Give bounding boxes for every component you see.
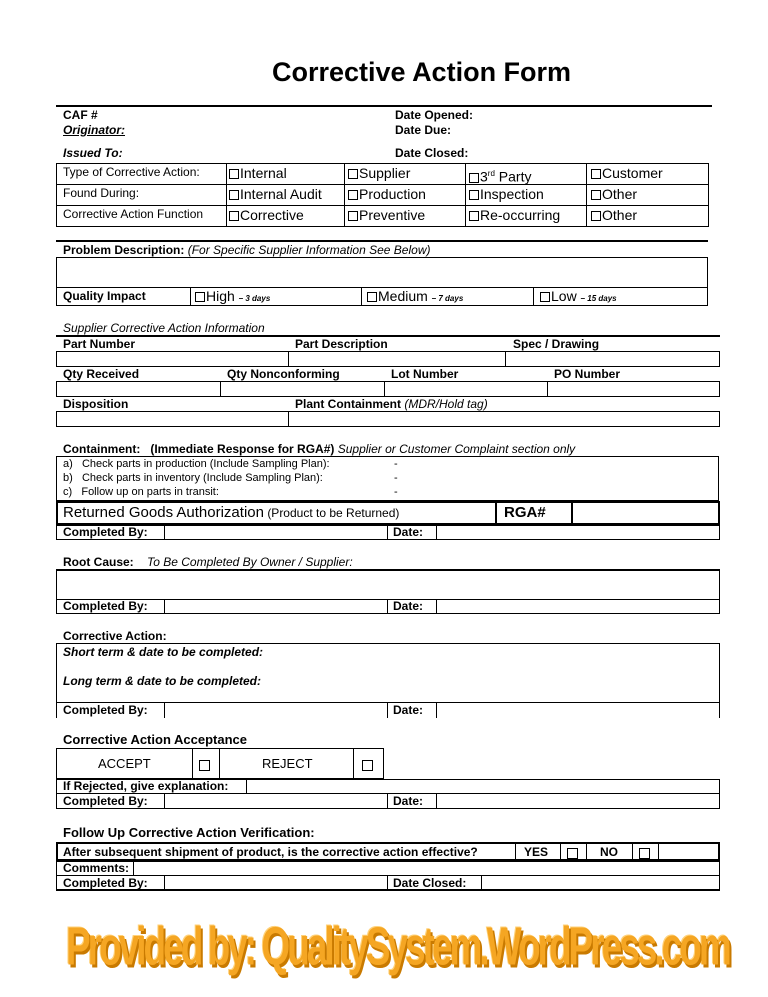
date-label: Date:	[393, 794, 424, 808]
rga-number-label: RGA#	[504, 504, 546, 521]
completed-rule	[164, 599, 165, 614]
option-corrective[interactable]: Corrective	[229, 206, 304, 225]
qty-nonconforming-label: Qty Nonconforming	[227, 367, 340, 381]
accept-completed-row	[56, 793, 720, 809]
lot-number-label: Lot Number	[391, 367, 459, 381]
follow-rule	[560, 842, 561, 861]
completed-rule	[164, 525, 165, 540]
quality-impact-label: Quality Impact	[63, 289, 146, 303]
disposition-label: Disposition	[63, 397, 129, 411]
follow-rule	[658, 842, 659, 861]
completed-by-label: Completed By:	[63, 703, 148, 717]
containment-label: Containment: (Immediate Response for RGA#) Supplier or Customer Complaint section only	[63, 442, 576, 456]
follow-rule	[515, 842, 516, 861]
reject-checkbox[interactable]	[362, 758, 373, 776]
corrective-action-label: Corrective Action:	[63, 629, 167, 643]
date-label: Date:	[393, 525, 424, 539]
checkbox[interactable]	[591, 190, 601, 200]
plant-containment-label: Plant Containment (MDR/Hold tag)	[295, 397, 488, 411]
problem-label: Problem Description: (For Specific Supplier Information See Below)	[63, 243, 431, 257]
impact-rule	[533, 287, 534, 306]
checkbox[interactable]	[229, 190, 239, 200]
checkbox[interactable]	[348, 211, 358, 221]
comments-row	[56, 861, 720, 876]
impact-rule	[361, 287, 362, 306]
checkbox[interactable]	[567, 848, 578, 859]
containment-value-c: -	[394, 486, 398, 498]
type-table-rule	[586, 163, 587, 227]
option-customer[interactable]: Customer	[591, 164, 663, 183]
completed-rule	[387, 793, 388, 809]
function-label: Corrective Action Function	[63, 207, 204, 221]
containment-item-c: c) Follow up on parts in transit:	[63, 486, 219, 498]
follow-up-title: Follow Up Corrective Action Verification:	[63, 825, 315, 840]
part-number-label: Part Number	[63, 337, 136, 351]
option-production[interactable]: Production	[348, 185, 426, 204]
impact-rule	[190, 287, 191, 306]
impact-low[interactable]: Low – 15 days	[540, 287, 617, 308]
impact-high[interactable]: High – 3 days	[195, 287, 270, 308]
spec-drawing-field[interactable]	[505, 351, 720, 367]
accept-rule	[192, 748, 193, 779]
accept-label: ACCEPT	[98, 756, 151, 771]
short-term-label: Short term & date to be completed:	[63, 645, 264, 659]
checkbox[interactable]	[469, 190, 479, 200]
found-during-label: Found During:	[63, 186, 140, 200]
completed-rule	[387, 875, 388, 891]
option-internal-audit[interactable]: Internal Audit	[229, 185, 322, 204]
impact-medium[interactable]: Medium – 7 days	[367, 287, 463, 308]
accept-checkbox[interactable]	[199, 758, 210, 776]
option-reoccurring[interactable]: Re-occurring	[469, 206, 560, 225]
completed-rule	[387, 525, 388, 540]
comments-rule	[133, 861, 134, 876]
checkbox[interactable]	[367, 292, 377, 302]
completed-rule	[387, 599, 388, 614]
root-completed-row	[56, 599, 720, 614]
reject-label: REJECT	[262, 756, 313, 771]
comments-label: Comments:	[63, 861, 130, 875]
option-preventive[interactable]: Preventive	[348, 206, 425, 225]
date-due-label: Date Due:	[395, 123, 452, 137]
no-label: NO	[600, 845, 618, 859]
date-closed-label: Date Closed:	[395, 146, 469, 160]
header-rule	[56, 105, 712, 107]
checkbox[interactable]	[639, 848, 650, 859]
follow-rule	[632, 842, 633, 861]
checkbox[interactable]	[591, 211, 601, 221]
disposition-field[interactable]	[56, 411, 289, 427]
checkbox[interactable]	[362, 760, 373, 771]
rga-number-field[interactable]	[573, 503, 718, 523]
caf-label: CAF #	[63, 108, 98, 122]
containment-value-a: -	[394, 458, 398, 470]
completed-rule	[56, 702, 57, 718]
checkbox[interactable]	[591, 169, 601, 179]
yes-label: YES	[524, 845, 549, 859]
checkbox[interactable]	[229, 169, 239, 179]
rga-title: Returned Goods Authorization (Product to be Returned)	[63, 504, 400, 521]
reject-rule	[246, 779, 247, 794]
option-inspection[interactable]: Inspection	[469, 185, 544, 204]
root-cause-label: Root Cause: To Be Completed By Owner / Supplier:	[63, 555, 353, 569]
checkbox[interactable]	[199, 760, 210, 771]
part-description-field[interactable]	[288, 351, 506, 367]
checkbox[interactable]	[348, 190, 358, 200]
part-number-field[interactable]	[56, 351, 289, 367]
follow-completed-row	[56, 875, 720, 891]
watermark: Provided by: QualitySystem.WordPress.com	[66, 916, 729, 977]
po-number-label: PO Number	[554, 367, 621, 381]
completed-by-label: Completed By:	[63, 794, 148, 808]
accept-rule	[219, 748, 220, 779]
completed-rule	[387, 702, 388, 718]
accept-rule	[353, 748, 354, 779]
completed-rule	[436, 525, 437, 540]
po-number-field[interactable]	[547, 381, 720, 397]
completed-rule	[436, 599, 437, 614]
part-description-label: Part Description	[295, 337, 388, 351]
completed-rule	[164, 875, 165, 891]
option-other[interactable]: Other	[591, 185, 637, 204]
originator-label: Originator:	[63, 123, 125, 137]
follow-up-question: After subsequent shipment of product, is the corrective action effective?	[63, 845, 478, 859]
date-closed-label: Date Closed:	[393, 876, 467, 890]
supplier-section-title: Supplier Corrective Action Information	[63, 321, 265, 335]
checkbox[interactable]	[469, 173, 479, 183]
spec-drawing-label: Spec / Drawing	[513, 337, 600, 351]
completed-rule	[436, 793, 437, 809]
containment-value-b: -	[394, 472, 398, 484]
acceptance-title: Corrective Action Acceptance	[63, 732, 247, 747]
completed-rule	[164, 702, 165, 718]
qty-received-field[interactable]	[56, 381, 221, 397]
checkbox[interactable]	[348, 169, 358, 179]
completed-rule	[164, 793, 165, 809]
qty-received-label: Qty Received	[63, 367, 140, 381]
completed-rule	[436, 702, 437, 718]
completed-by-label: Completed By:	[63, 599, 148, 613]
containment-completed-row	[56, 525, 720, 540]
date-label: Date:	[393, 599, 424, 613]
supplier-rule	[56, 335, 720, 337]
option-internal[interactable]: Internal	[229, 164, 287, 183]
checkbox[interactable]	[229, 211, 239, 221]
root-cause-field[interactable]	[56, 570, 720, 600]
date-opened-label: Date Opened:	[395, 108, 474, 122]
completed-by-label: Completed By:	[63, 876, 148, 890]
option-supplier[interactable]: Supplier	[348, 164, 410, 183]
type-table-rule	[344, 163, 345, 227]
type-label: Type of Corrective Action:	[63, 165, 200, 179]
completed-rule	[719, 702, 720, 718]
page-title: Corrective Action Form	[272, 57, 572, 87]
problem-description-field[interactable]	[56, 257, 708, 288]
lot-number-field[interactable]	[384, 381, 548, 397]
issued-to-label: Issued To:	[63, 146, 123, 160]
checkbox[interactable]	[540, 292, 550, 302]
completed-rule	[481, 875, 482, 891]
date-label: Date:	[393, 703, 424, 717]
rga-rule	[495, 501, 497, 525]
type-table-rule	[465, 163, 466, 227]
completed-by-label: Completed By:	[63, 525, 148, 539]
problem-rule	[56, 240, 708, 242]
checkbox[interactable]	[469, 211, 479, 221]
qty-nonconforming-field[interactable]	[220, 381, 385, 397]
containment-item-a: a) Check parts in production (Include Sampling Plan):	[63, 458, 330, 470]
if-rejected-label: If Rejected, give explanation:	[63, 779, 229, 793]
follow-rule	[586, 842, 587, 861]
option-third-party[interactable]: 3rd Party	[469, 164, 532, 187]
checkbox[interactable]	[195, 292, 205, 302]
option-other-2[interactable]: Other	[591, 206, 637, 225]
plant-containment-field[interactable]	[288, 411, 720, 427]
type-table-rule	[226, 163, 227, 227]
containment-item-b: b) Check parts in inventory (Include Sampling Plan):	[63, 472, 323, 484]
long-term-label: Long term & date to be completed:	[63, 674, 262, 688]
